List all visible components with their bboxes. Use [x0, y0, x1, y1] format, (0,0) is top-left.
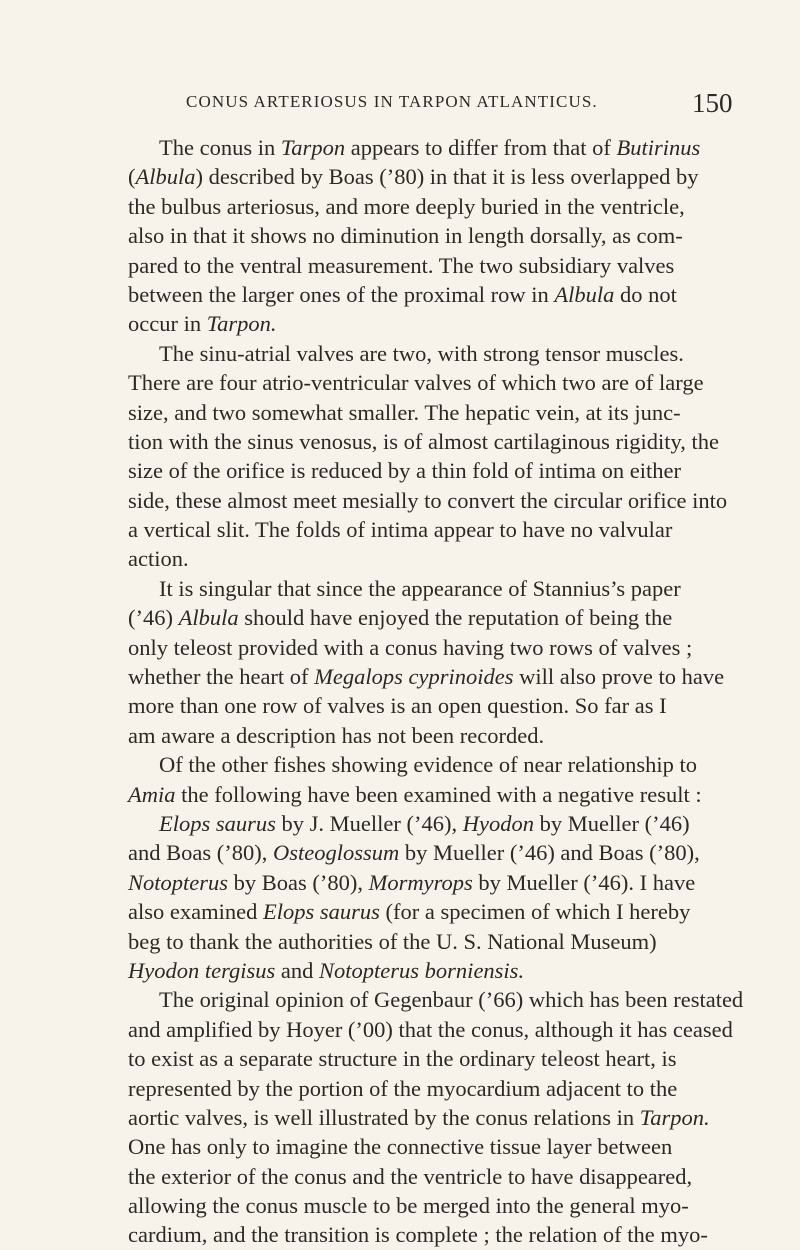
text-run: a vertical slit. The folds of intima appear to have no valvular [128, 517, 673, 543]
italic-text: Tarpon [280, 135, 346, 160]
body-text [128, 133, 744, 1250]
text-run: ( [128, 164, 136, 190]
text-run: also examined [128, 899, 263, 925]
text-run: ) described by Boas (’80) in that it is less overlapped by [195, 164, 699, 190]
text-line [128, 1103, 710, 1132]
text-line [128, 721, 648, 750]
text-run: by Mueller (’46) and Boas (’80), [399, 840, 700, 866]
text-line [128, 221, 683, 250]
text-line [128, 339, 684, 368]
text-line [128, 956, 648, 985]
text-run: pared to the ventral measurement. The two subsidiary valves [128, 252, 675, 278]
text-line [128, 1220, 708, 1249]
text-line [128, 927, 657, 956]
paragraph [128, 985, 744, 1250]
italic-text: Tarpon. [206, 311, 277, 337]
text-line [128, 603, 673, 632]
text-run: allowing the conus muscle to be merged into the general myo- [128, 1193, 689, 1219]
text-line [128, 1191, 689, 1220]
text-run: beg to thank the authorities of the U. S. National Museum) [128, 928, 657, 954]
italic-text: Albula [554, 281, 615, 307]
text-run: The conus in [159, 135, 281, 160]
text-line [128, 897, 691, 926]
text-run: occur in [128, 311, 207, 337]
text-line [128, 1162, 693, 1191]
text-line [128, 750, 697, 779]
text-line [128, 1132, 673, 1161]
text-run: tion with the sinus venosus, is of almost cartilaginous rigidity, the [128, 428, 719, 454]
text-run: between the larger ones of the proximal row in [128, 281, 555, 307]
text-run: by Mueller (’46) [534, 810, 690, 836]
text-run: to exist as a separate structure in the ordinary teleost heart, is [128, 1046, 677, 1072]
text-run: also in that it shows no diminution in length dorsally, as com- [128, 223, 683, 249]
text-run: size of the orifice is reduced by a thin fold of intima on either [128, 458, 681, 484]
text-run: should have enjoyed the reputation of being the [238, 605, 673, 631]
text-run: am aware a description has not been recorded. [128, 722, 545, 748]
italic-text: Hyodon [462, 810, 534, 836]
text-run: The sinu-atrial valves are two, with strong tensor muscles. [159, 340, 684, 366]
paragraph [128, 574, 725, 750]
text-run: whether the heart of [128, 664, 315, 690]
text-line [128, 309, 648, 338]
text-line [128, 780, 702, 809]
text-run: do not [614, 281, 677, 307]
italic-text: Mormyrops [368, 869, 473, 895]
text-run: will also prove to have [513, 664, 725, 690]
text-line [128, 662, 725, 691]
text-line [128, 368, 704, 397]
text-run: by Boas (’80), [228, 869, 369, 895]
text-run: represented by the portion of the myocardium adjacent to the [128, 1075, 678, 1101]
italic-text: Hyodon tergisus [128, 957, 276, 983]
text-line [128, 1074, 678, 1103]
italic-text: Megalops cyprinoides [314, 664, 514, 690]
text-line [128, 838, 700, 867]
paragraph [128, 809, 700, 985]
text-line [128, 809, 690, 838]
paragraph [128, 339, 728, 574]
text-line [128, 868, 696, 897]
text-run: and Boas (’80), [128, 840, 273, 866]
text-run: by Mueller (’46). I have [472, 869, 696, 895]
text-line [128, 1015, 733, 1044]
text-run: Of the other fishes showing evidence of near relationship to [159, 752, 697, 778]
text-line [128, 133, 701, 162]
text-line [128, 985, 744, 1014]
text-run: only teleost provided with a conus having two rows of valves ; [128, 634, 693, 660]
text-run: the exterior of the conus and the ventricle to have disappeared, [128, 1163, 693, 1189]
text-run: by J. Mueller (’46), [275, 810, 463, 836]
text-line [128, 456, 681, 485]
italic-text: Elops saurus [159, 810, 276, 836]
text-line [128, 162, 699, 191]
text-line [128, 192, 685, 221]
text-line [128, 427, 719, 456]
text-line [128, 633, 693, 662]
text-run: There are four atrio-ventricular valves of which two are of large [128, 370, 704, 396]
italic-text: Butirinus [616, 135, 701, 160]
text-run: and [275, 957, 320, 983]
text-run: and amplified by Hoyer (’00) that the conus, although it has ceased [128, 1016, 733, 1042]
text-run: The original opinion of Gegenbaur (’66) which has been restated [159, 987, 744, 1013]
text-line [128, 515, 673, 544]
text-run: side, these almost meet mesially to convert the circular orifice into [128, 487, 728, 513]
text-line [128, 691, 667, 720]
text-run: appears to differ from that of [345, 135, 617, 160]
italic-text: Albula [178, 605, 239, 631]
italic-text: Osteoglossum [272, 840, 400, 866]
text-line [128, 1044, 677, 1073]
italic-text: Albula [135, 164, 196, 190]
paragraph [128, 133, 701, 339]
text-run: action. [128, 546, 189, 572]
italic-text: Elops saurus [262, 899, 380, 925]
italic-text: Tarpon. [639, 1104, 710, 1130]
text-run: the following have been examined with a negative result : [175, 781, 702, 807]
text-run: (for a specimen of which I hereby [379, 899, 691, 925]
text-run: aortic valves, is well illustrated by the conus relations in [128, 1104, 640, 1130]
text-line [128, 398, 681, 427]
page-header [0, 88, 800, 118]
italic-text: Notopterus [128, 869, 229, 895]
text-line [128, 574, 681, 603]
text-run: size, and two somewhat smaller. The hepatic vein, at its junc- [128, 399, 681, 425]
italic-text: Amia [128, 781, 176, 807]
paragraph [128, 750, 702, 809]
text-line [128, 544, 648, 573]
text-run: One has only to imagine the connective tissue layer between [128, 1134, 673, 1160]
italic-text: Notopterus borniensis. [319, 957, 525, 983]
text-run: the bulbus arteriosus, and more deeply buried in the ventricle, [128, 193, 685, 219]
page-number: 150 [692, 88, 733, 118]
text-line [128, 486, 728, 515]
text-run: (’46) [128, 605, 179, 631]
text-run: It is singular that since the appearance of Stannius’s paper [159, 575, 681, 601]
running-title: CONUS ARTERIOSUS IN TARPON ATLANTICUS. [186, 92, 598, 111]
text-run: cardium, and the transition is complete ; the relation of the myo- [128, 1222, 708, 1248]
text-line [128, 280, 677, 309]
text-line [128, 251, 675, 280]
text-run: more than one row of valves is an open question. So far as I [128, 693, 667, 719]
